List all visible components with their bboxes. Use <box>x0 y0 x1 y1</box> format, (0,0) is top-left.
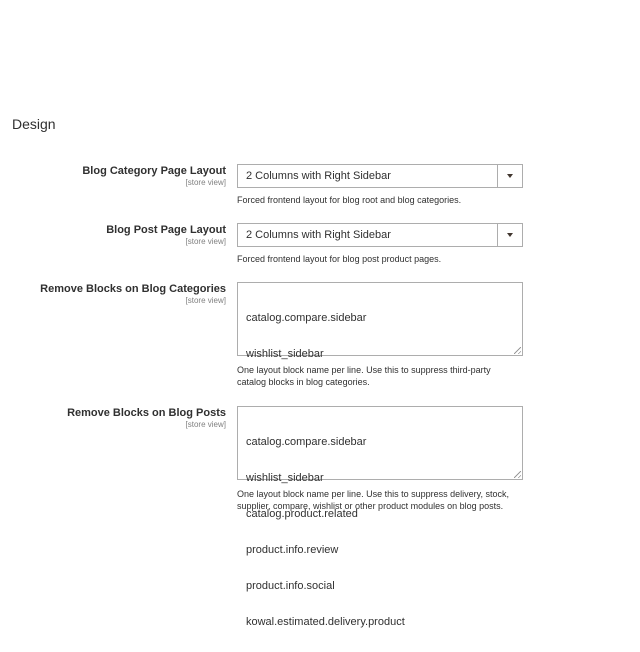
chevron-down-icon[interactable] <box>497 165 522 187</box>
resize-grip-icon[interactable] <box>514 471 521 478</box>
select-value: 2 Columns with Right Sidebar <box>246 170 391 182</box>
textarea-line: kowal.estimated.delivery.product <box>246 616 405 628</box>
textarea-line: catalog.compare.sidebar <box>246 312 367 324</box>
field-note: Forced frontend layout for blog post product pages. <box>237 254 442 264</box>
textarea-line: wishlist_sidebar <box>246 348 324 360</box>
resize-grip-icon[interactable] <box>514 347 521 354</box>
blog-category-layout-select[interactable] <box>237 164 523 188</box>
scope-label: [store view] <box>185 296 226 305</box>
textarea-content <box>246 412 405 652</box>
field-label-group <box>0 282 226 306</box>
field-control <box>237 164 523 206</box>
scope-label: [store view] <box>185 178 226 187</box>
field-label-group <box>0 164 226 188</box>
textarea-line: wishlist_sidebar <box>246 472 324 484</box>
field-control <box>237 223 523 265</box>
textarea-content <box>246 288 366 384</box>
field-control <box>237 406 523 628</box>
field-note: Forced frontend layout for blog root and blog categories. <box>237 195 462 205</box>
blog-post-layout-select[interactable] <box>237 223 523 247</box>
textarea-line: catalog.compare.sidebar <box>246 436 367 448</box>
chevron-down-icon[interactable] <box>497 224 522 246</box>
field-label-group <box>0 223 226 247</box>
field-control <box>237 282 523 388</box>
field-label: Blog Post Page Layout <box>106 224 226 236</box>
field-label: Blog Category Page Layout <box>82 165 226 177</box>
textarea-line: product.info.social <box>246 580 335 592</box>
select-value: 2 Columns with Right Sidebar <box>246 229 391 241</box>
textarea-line: product.info.review <box>246 544 339 556</box>
field-label: Remove Blocks on Blog Posts <box>67 407 226 419</box>
section-title: Design <box>12 116 56 132</box>
textarea-line: catalog.product.related <box>246 508 358 520</box>
scope-label: [store view] <box>185 420 226 429</box>
note-line: catalog blocks in blog categories. <box>237 377 370 387</box>
scope-label: [store view] <box>185 237 226 246</box>
field-label: Remove Blocks on Blog Categories <box>40 283 226 295</box>
field-label-group <box>0 406 226 430</box>
note-line: One layout block name per line. Use this to suppress third-party <box>237 365 491 375</box>
note-line: supplier, compare, wishlist or other product modules on blog posts. <box>237 501 504 511</box>
note-line: One layout block name per line. Use this to suppress delivery, stock, <box>237 489 509 499</box>
remove-blocks-categories-textarea[interactable] <box>237 282 523 360</box>
